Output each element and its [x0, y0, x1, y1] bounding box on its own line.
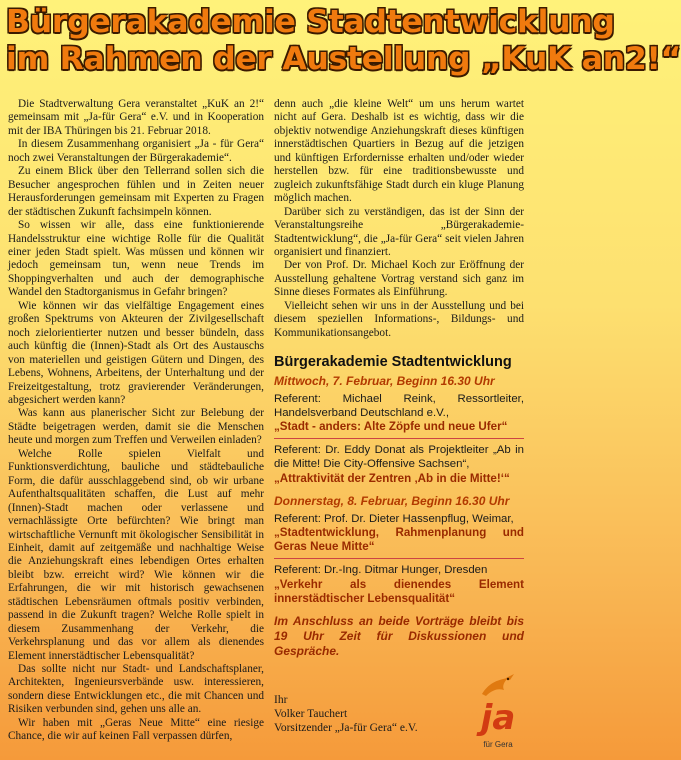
paragraph: Vielleicht sehen wir uns in der Ausstellung und bei diesem speziellen Informations-, Bildungs- und Kommunikationsangebot. [274, 299, 524, 339]
speaker-1: Referent: Michael Reink, Ressortleiter, Handelsverband Deutschland e.V., [274, 392, 524, 419]
paragraph: Wir haben mit „Geras Neue Mitte“ eine riesige Chance, die wir auf keinen Fall verpassen dürfen, [8, 716, 264, 743]
signature-role: Vorsitzender „Ja-für Gera“ e.V. [274, 722, 418, 735]
paragraph: So wissen wir alle, dass eine funktionierende Handelsstruktur eine wichtige Rolle für die Qualität einer jeden Stadt spielt. Was müssen und können wir jedoch gemeinsam tun, wenn neue Trends im Shoppingverhalten und auch der demographische Wandel den Stadtorganismus in Gefahr bringen? [8, 219, 264, 299]
right-column [274, 98, 524, 735]
speaker-2: Referent: Dr. Eddy Donat als Projektleiter „Ab in die Mitte! Die City-Offensive Sachsen“, [274, 444, 524, 471]
talk-title-4: „Verkehr als dienendes Element innerstädtischer Lebensqualität“ [274, 577, 524, 605]
paragraph: denn auch „die kleine Welt“ um uns herum wartet nicht auf Gera. Deshalb ist es wichtig, dass wir die objektiv notwendige Anziehungskraft dieses künftigen innerstädtischen Quartiers in Bezug auf die jetzigen und künftigen Erfordernisse erhalten und/oder wieder herstellen bzw. für eine traditionsbewusste und zugleich zukunftsfähige Stadt durch ein kluge Planung möglich machen. [274, 98, 524, 205]
paragraph: In diesem Zusammenhang organisiert „Ja - für Gera“ noch zwei Veranstaltungen der Bürgerakademie“. [8, 138, 264, 164]
speaker-3: Referent: Prof. Dr. Dieter Hassenpflug, Weimar, [274, 512, 514, 525]
event-date-1: Mittwoch, 7. Februar, Beginn 16.30 Uhr [274, 373, 495, 388]
divider [274, 438, 524, 439]
speaker-4: Referent: Dr.-Ing. Ditmar Hunger, Dresden [274, 564, 488, 577]
left-column [8, 98, 264, 744]
event-date-2: Donnerstag, 8. Februar, Beginn 16.30 Uhr [274, 493, 510, 508]
ja-fuer-gera-logo [470, 672, 526, 756]
signature-name: Volker Tauchert [274, 708, 348, 721]
program-title: Bürgerakademie Stadtentwicklung [274, 354, 512, 371]
talk-title-2: „Attraktivität der Zentren ‚Ab in die Mitte!‘“ [274, 471, 510, 485]
headline [6, 4, 681, 78]
paragraph: Das sollte nicht nur Stadt- und Landschaftsplaner, Architekten, Ingenieursverbände usw. interessieren, sondern diese Entwicklungen etc., die mit Chancen und Risiken verbunden sind, gehen uns alle an. [8, 663, 264, 716]
paragraph: Was kann aus planerischer Sicht zur Belebung der Städte beigetragen werden, damit sie die Menschen heute und morgen zum Treffen und Verweilen einladen? [8, 407, 264, 447]
headline-line-2: im Rahmen der Austellung „KuK an2!“ [6, 41, 681, 77]
paragraph: Der von Prof. Dr. Michael Koch zur Eröffnung der Ausstellung gehaltene Vortrag verstand sich ganz im Sinne dieses Formates als Einführung. [274, 259, 524, 299]
logo-subtitle: für Gera [483, 740, 513, 749]
paragraph: Welche Rolle spielen Vielfalt und Funktionsverdichtung, bauliche und städtebauliche Form, die dafür ausschlaggebend sind, ob wir urbane Aufenthaltsqualitäten schaffen, die Lust auf mehr (Innen)-Stadt machen oder verlassene und vernachlässigte Orte befürchten? Wie bringt man wirtschaftliche Vernunft mit ökologischer Sensibilität in Einheit, damit auf zeitgemäße und nachhaltige Weise die Anziehungskraft eines lebendigen Ortes erhalten bleibt bzw. erreicht wird? Wie können wir die Erfahrungen, die wir mit historisch gewachsenen städtischen Lebensräumen oftmals positiv verbinden, passend in die Zukunft tragen? Welche Rolle spielt in diesem Zusammenhang der Verkehr, die Verkehrsplanung und das vor allem als dienendes Element innerstädtischer Lebensqualität? [8, 447, 264, 662]
paragraph: Darüber sich zu verständigen, das ist der Sinn der Veranstaltungsreihe „Bürgerakademie-Stadtentwicklung“, die „Ja-für Gera“ seit vielen Jahren organisiert und finanziert. [274, 205, 524, 258]
divider [274, 558, 524, 559]
signature-greeting: Ihr [274, 694, 288, 707]
paragraph: Die Stadtverwaltung Gera veranstaltet „KuK an 2!“ gemeinsam mit „Ja-für Gera“ e.V. und in Kooperation mit der IBA Thüringen bis 21. Februar 2018. [8, 98, 264, 137]
paragraph: Zu einem Blick über den Tellerrand sollen sich die Besucher angesprochen fühlen und in Zeiten neuer Herausforderungen gemeinsam mit Experten zu Fragen der städtischen Zukunft fachsimpeln können. [8, 165, 264, 218]
talk-title-1: „Stadt - anders: Alte Zöpfe und neue Ufer“ [274, 420, 508, 434]
talk-title-3: „Stadtentwicklung, Rahmenplanung und Geras Neue Mitte“ [274, 526, 524, 554]
logo-mark: ja [480, 698, 516, 738]
closing-note: Im Anschluss an beide Vorträge bleibt bis 19 Uhr Zeit für Diskussionen und Gespräche. [274, 614, 524, 659]
paragraph: Wie können wir das vielfältige Engagement eines großen Spektrums von Akteuren der Zivilgesellschaft noch zielorientierter nutzen und besser bündeln, dass auch künftig die (Innen)-Stadt als Ort des Austauschs von materiellen und geistigen Gütern und Dingen, des Lebens, Wohnens, Arbeitens, der Unterhaltung und der Freizeitgestaltung, trotz gravierender Veränderungen, abgesichert werden kann? [8, 299, 264, 406]
headline-line-1: Bürgerakademie Stadtentwicklung [6, 4, 615, 40]
